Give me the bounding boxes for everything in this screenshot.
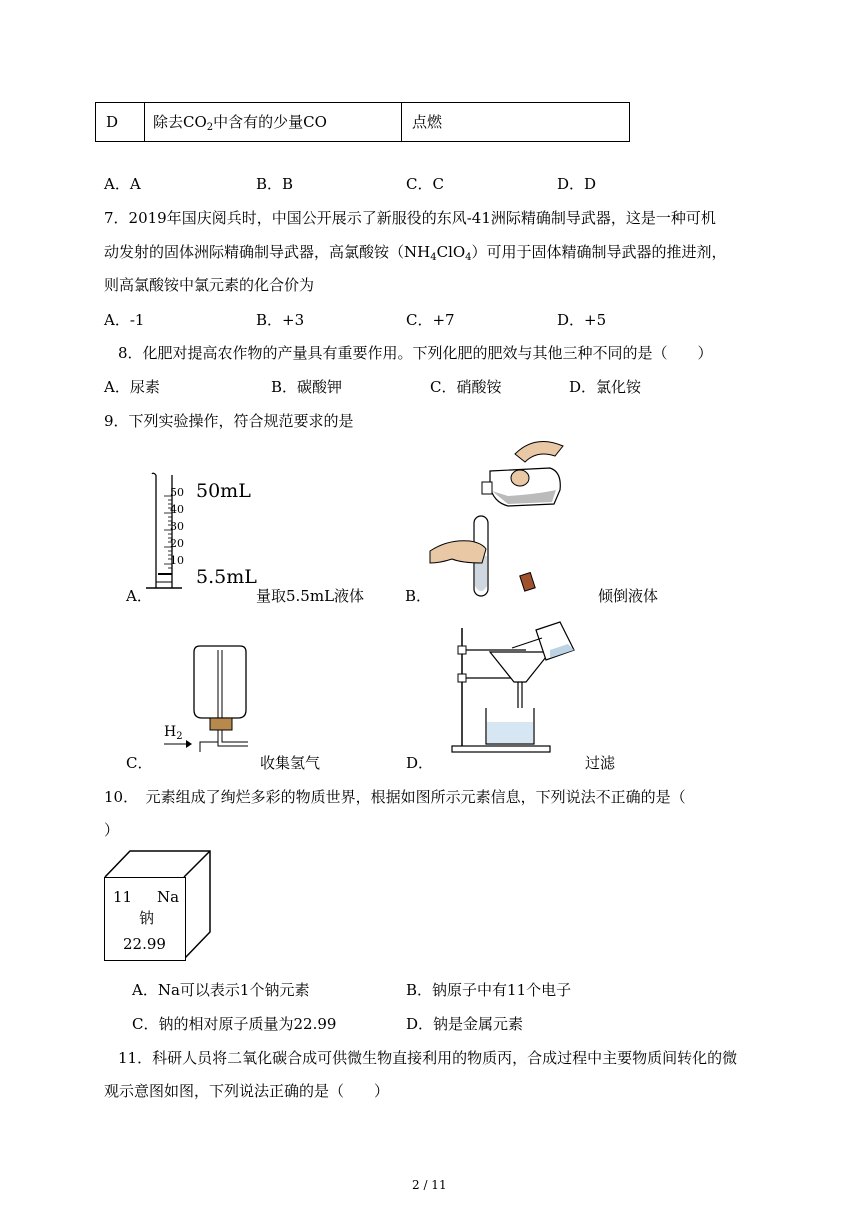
q9-stem: 9．下列实验操作，符合规范要求的是 [104,412,354,430]
q10-stem-line1: 10． 元素组成了绚烂多彩的物质世界，根据如图所示元素信息，下列说法不正确的是（ [104,788,686,806]
cylinder-capacity-label: 50mL [196,480,251,502]
q7-option-a[interactable]: A．-1 [104,311,145,329]
element-atomic-mass: 22.99 [123,935,166,953]
q9-option-d[interactable]: D． [406,754,434,772]
q6-option-a[interactable]: A．A [104,175,141,193]
pouring-liquid-figure [430,436,570,601]
cylinder-tick-40: 40 [170,503,184,516]
q10-option-d[interactable]: D．钠是金属元素 [406,1015,524,1033]
answer-table-row-d [95,102,630,142]
element-symbol: Na [157,888,180,906]
q7-option-c[interactable]: C．+7 [406,311,455,329]
filtration-figure [450,620,590,755]
q6-option-c[interactable]: C．C [406,175,444,193]
hydrogen-gas-label: $H_2$ [164,724,183,742]
q6-option-d[interactable]: D．D [557,175,597,193]
element-card [104,877,186,961]
q9-option-a[interactable]: A． [126,587,152,605]
page-number: 2 / 11 [412,1178,447,1192]
q8-option-d[interactable]: D．氯化铵 [569,378,642,396]
q9-d-caption: 过滤 [585,754,616,772]
q7-stem-line3: 则高氯酸铵中氯元素的化合价为 [104,276,315,294]
q8-option-a[interactable]: A．尿素 [104,378,160,396]
q8-option-b[interactable]: B．碳酸钾 [271,378,343,396]
q7-stem-line2: 动发射的固体洲际精确制导武器，高氯酸铵$(NH_4ClO_4)$可用于固体精确制导武器的推进剂， [104,243,727,263]
q10-option-c[interactable]: C．钠的相对原子质量为22.99 [132,1015,337,1033]
cylinder-volume-label: 5.5mL [196,566,257,588]
q11-stem-line1: 11．科研人员将二氧化碳合成可供微生物直接利用的物质丙，合成过程中主要物质间转化的微 [118,1049,738,1067]
element-atomic-number: 11 [113,888,133,906]
cylinder-tick-30: 30 [170,520,184,533]
q7-stem-line1: 7．2019年国庆阅兵时，中国公开展示了新服役的东风-41洲际精确制导武器，这是一种可机 [104,209,716,227]
q6-option-b[interactable]: B．B [256,175,294,193]
q10-option-a[interactable]: A．Na可以表示1个钠元素 [132,981,310,999]
q7-option-d[interactable]: D．+5 [557,311,607,329]
element-name: 钠 [139,909,155,927]
q11-stem-line2: 观示意图如图，下列说法正确的是（ ） [104,1082,390,1100]
q9-c-caption: 收集氢气 [260,754,321,772]
q7-option-b[interactable]: B．+3 [256,311,305,329]
q9-option-b[interactable]: B． [405,587,432,605]
q8-stem: 8．化肥对提高农作物的产量具有重要作用。下列化肥的肥效与其他三种不同的是（ ） [118,344,713,362]
q10-option-b[interactable]: B．钠原子中有11个电子 [406,981,572,999]
cylinder-tick-50: 50 [170,486,184,499]
table-cell-purpose: 除去$CO_2$中含有的少量CO [153,113,327,133]
cylinder-tick-10: 10 [170,554,184,567]
table-cell-method: 点燃 [412,113,443,131]
q10-stem-line2: ） [104,821,120,839]
q9-option-c[interactable]: C． [126,754,153,772]
q9-a-caption: 量取5.5mL液体 [256,587,365,605]
q9-b-caption: 倾倒液体 [598,587,659,605]
q8-option-c[interactable]: C．硝酸铵 [430,378,502,396]
table-cell-letter: D [106,113,119,131]
cylinder-tick-20: 20 [170,537,184,550]
